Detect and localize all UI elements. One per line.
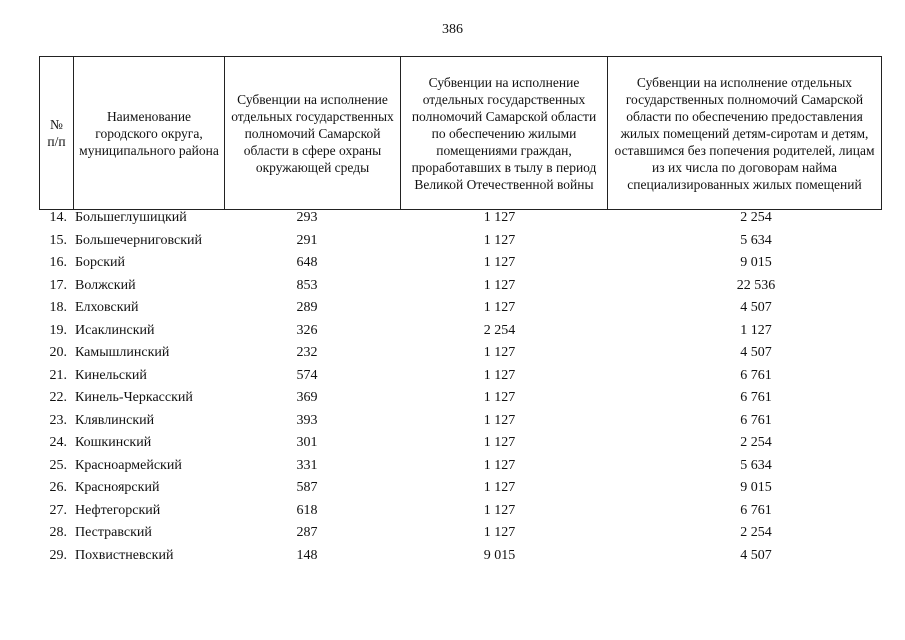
district-name: Клявлинский <box>75 412 155 428</box>
env-subvention-value: 293 <box>296 210 318 226</box>
orphan-housing-value: 9 015 <box>740 480 772 496</box>
table-row <box>39 342 881 365</box>
veteran-housing-value: 1 127 <box>483 367 516 383</box>
row-number: 22. <box>49 390 67 406</box>
orphan-housing-value: 5 634 <box>740 232 772 248</box>
district-name: Исаклинский <box>75 322 155 338</box>
district-name: Кинель-Черкасский <box>75 390 193 406</box>
row-number: 27. <box>49 502 67 518</box>
table-row <box>39 387 881 410</box>
district-name: Камышлинский <box>75 345 170 361</box>
row-number: 28. <box>49 525 67 541</box>
veteran-housing-value: 1 127 <box>483 232 516 248</box>
row-number: 20. <box>49 345 67 361</box>
row-number: 14. <box>49 210 67 226</box>
veteran-housing-value: 1 127 <box>483 345 516 361</box>
table-row <box>39 275 881 298</box>
veteran-housing-value: 2 254 <box>483 322 516 338</box>
orphan-housing-value: 2 254 <box>740 525 772 541</box>
veteran-housing-value: 1 127 <box>483 525 516 541</box>
env-subvention-value: 301 <box>296 435 318 451</box>
row-number: 26. <box>49 480 67 496</box>
district-name: Волжский <box>75 277 136 293</box>
veteran-housing-value: 1 127 <box>483 457 516 473</box>
row-number: 29. <box>49 547 67 563</box>
row-number: 17. <box>49 277 67 293</box>
table-row <box>39 365 881 388</box>
orphan-housing-value: 2 254 <box>740 435 772 451</box>
veteran-housing-value: 1 127 <box>483 210 516 226</box>
header-num: № п/п <box>40 57 74 210</box>
row-number: 21. <box>49 367 67 383</box>
env-subvention-value: 287 <box>296 525 318 541</box>
env-subvention-value: 331 <box>296 457 318 473</box>
header-veteran-housing-subvention: Субвенции на исполнение отдельных государственных полномочий Самарской области по обеспечению жилыми помещениями граждан, проработавших в тылу в период Великой Отечественной войны <box>401 57 608 210</box>
table-row <box>39 432 881 455</box>
row-number: 23. <box>49 412 67 428</box>
env-subvention-value: 648 <box>296 255 318 271</box>
district-name: Кинельский <box>75 367 147 383</box>
row-number: 15. <box>49 232 67 248</box>
district-name: Похвистневский <box>75 547 174 563</box>
header-row <box>40 57 882 210</box>
row-number: 24. <box>49 435 67 451</box>
veteran-housing-value: 1 127 <box>483 277 516 293</box>
row-number: 16. <box>49 255 67 271</box>
table-row <box>39 410 881 433</box>
env-subvention-value: 232 <box>296 345 318 361</box>
veteran-housing-value: 9 015 <box>483 547 516 563</box>
veteran-housing-value: 1 127 <box>483 255 516 271</box>
veteran-housing-value: 1 127 <box>483 390 516 406</box>
veteran-housing-value: 1 127 <box>483 502 516 518</box>
row-number: 19. <box>49 322 67 338</box>
table-row <box>39 522 881 545</box>
table-row <box>39 207 881 230</box>
env-subvention-value: 291 <box>296 232 318 248</box>
row-number: 18. <box>49 300 67 316</box>
district-name: Большеглушицкий <box>75 210 187 226</box>
table-row <box>39 320 881 343</box>
orphan-housing-value: 4 507 <box>740 300 772 316</box>
data-table <box>39 207 881 567</box>
orphan-housing-value: 2 254 <box>740 210 772 226</box>
env-subvention-value: 393 <box>296 412 318 428</box>
table-row <box>39 477 881 500</box>
district-name: Елховский <box>75 300 139 316</box>
env-subvention-value: 587 <box>296 480 318 496</box>
veteran-housing-value: 1 127 <box>483 480 516 496</box>
header-env-subvention: Субвенции на исполнение отдельных государственных полномочий Самарской области в сфере охраны окружающей среды <box>225 57 401 210</box>
district-name: Большечерниговский <box>75 232 203 248</box>
district-name: Красноармейский <box>75 457 182 473</box>
district-name: Нефтегорский <box>75 502 161 518</box>
env-subvention-value: 289 <box>296 300 318 316</box>
orphan-housing-value: 5 634 <box>740 457 772 473</box>
orphan-housing-value: 6 761 <box>740 390 772 406</box>
orphan-housing-value: 6 761 <box>740 412 772 428</box>
env-subvention-value: 618 <box>296 502 318 518</box>
env-subvention-value: 148 <box>296 547 318 563</box>
orphan-housing-value: 6 761 <box>740 367 772 383</box>
orphan-housing-value: 6 761 <box>740 502 772 518</box>
table-row <box>39 252 881 275</box>
district-name: Борский <box>75 255 126 271</box>
table-header <box>39 56 882 210</box>
table-row <box>39 230 881 253</box>
veteran-housing-value: 1 127 <box>483 435 516 451</box>
orphan-housing-value: 9 015 <box>740 255 772 271</box>
header-name: Наименование городского округа, муниципального района <box>74 57 225 210</box>
env-subvention-value: 369 <box>296 390 318 406</box>
district-name: Пестравский <box>75 525 152 541</box>
veteran-housing-value: 1 127 <box>483 300 516 316</box>
district-name: Кошкинский <box>75 435 152 451</box>
table-row <box>39 455 881 478</box>
env-subvention-value: 574 <box>296 367 318 383</box>
table-row <box>39 545 881 568</box>
page-number: 386 <box>442 22 463 37</box>
table-row <box>39 297 881 320</box>
orphan-housing-value: 4 507 <box>740 345 772 361</box>
orphan-housing-value: 1 127 <box>740 322 772 338</box>
row-number: 25. <box>49 457 67 473</box>
orphan-housing-value: 4 507 <box>740 547 772 563</box>
district-name: Красноярский <box>75 480 160 496</box>
env-subvention-value: 853 <box>296 277 318 293</box>
env-subvention-value: 326 <box>296 322 318 338</box>
table-row <box>39 500 881 523</box>
veteran-housing-value: 1 127 <box>483 412 516 428</box>
header-orphan-housing-subvention: Субвенции на исполнение отдельных государственных полномочий Самарской области по обеспечению предоставления жилых помещений детям-сиротам и детям, оставшимся без попечения родителей, лицам из их числа по договорам найма специализированных жилых помещений <box>608 57 882 210</box>
orphan-housing-value: 22 536 <box>736 277 776 293</box>
